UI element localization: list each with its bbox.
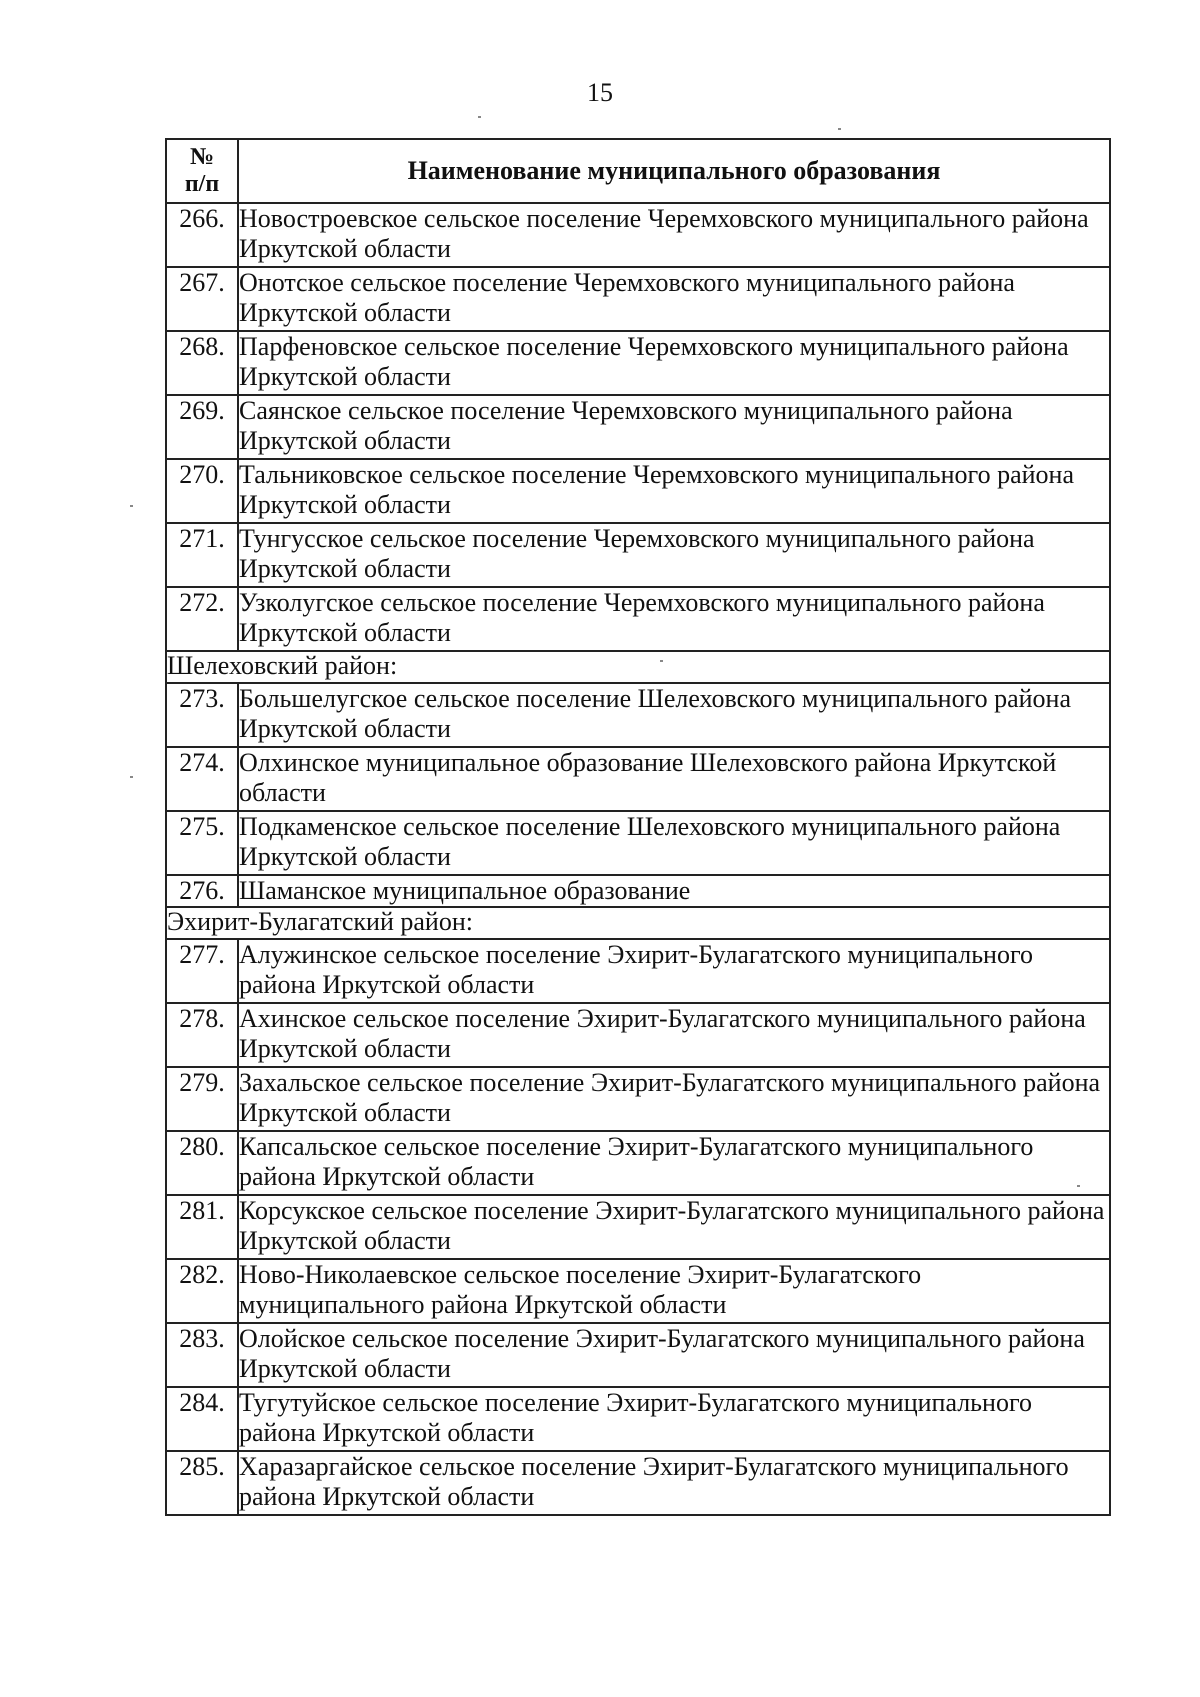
row-number: 283.: [166, 1323, 238, 1387]
table-row: [166, 267, 1110, 331]
municipality-name: Подкаменское сельское поселение Шелеховского муниципального района Иркутской области: [238, 811, 1110, 875]
municipality-name: Захальское сельское поселение Эхирит-Булагатского муниципального района Иркутской области: [238, 1067, 1110, 1131]
municipality-name: Парфеновское сельское поселение Черемховского муниципального района Иркутской области: [238, 331, 1110, 395]
table-row: [166, 331, 1110, 395]
row-number: 276.: [166, 875, 238, 907]
table-row: [166, 1131, 1110, 1195]
row-number: 266.: [166, 203, 238, 267]
municipality-name: Онотское сельское поселение Черемховского муниципального района Иркутской области: [238, 267, 1110, 331]
row-number: 271.: [166, 523, 238, 587]
row-number: 282.: [166, 1259, 238, 1323]
municipality-name: Узколугское сельское поселение Черемховского муниципального района Иркутской области: [238, 587, 1110, 651]
number-header-symbol: №: [189, 144, 215, 170]
table-row: [166, 1195, 1110, 1259]
name-column-header: Наименование муниципального образования: [238, 139, 1110, 203]
municipality-name: Капсальское сельское поселение Эхирит-Булагатского муниципального района Иркутской области: [238, 1131, 1110, 1195]
table-row: [166, 875, 1110, 907]
municipality-name: Саянское сельское поселение Черемховского муниципального района Иркутской области: [238, 395, 1110, 459]
municipality-name: Тунгусское сельское поселение Черемховского муниципального района Иркутской области: [238, 523, 1110, 587]
table-row: [166, 203, 1110, 267]
row-number: 275.: [166, 811, 238, 875]
municipality-name: Алужинское сельское поселение Эхирит-Булагатского муниципального района Иркутской области: [238, 939, 1110, 1003]
municipality-name: Ахинское сельское поселение Эхирит-Булагатского муниципального района Иркутской области: [238, 1003, 1110, 1067]
table-row: [166, 747, 1110, 811]
table-row: [166, 1323, 1110, 1387]
municipality-name: Ново-Николаевское сельское поселение Эхирит-Булагатского муниципального района Иркутской области: [238, 1259, 1110, 1323]
table-row: [166, 523, 1110, 587]
row-number: 272.: [166, 587, 238, 651]
row-number: 267.: [166, 267, 238, 331]
table-row: [166, 683, 1110, 747]
municipality-name: Олойское сельское поселение Эхирит-Булагатского муниципального района Иркутской области: [238, 1323, 1110, 1387]
municipalities-table: [165, 138, 1111, 1516]
row-number: 279.: [166, 1067, 238, 1131]
row-number: 277.: [166, 939, 238, 1003]
table-row: [166, 1003, 1110, 1067]
page-number: 15: [587, 78, 613, 107]
table-row: [166, 587, 1110, 651]
section-label: Эхирит-Булагатский район:: [166, 907, 1110, 939]
table-row: [166, 1387, 1110, 1451]
table-row: [166, 939, 1110, 1003]
scan-speck: [838, 128, 841, 130]
scan-speck: [130, 776, 133, 778]
row-number: 274.: [166, 747, 238, 811]
table-row: [166, 1451, 1110, 1515]
table-row: [166, 395, 1110, 459]
section-label: Шелеховский район:: [166, 651, 1110, 683]
table-row: [166, 1067, 1110, 1131]
scan-speck: [130, 505, 133, 507]
table-row: [166, 811, 1110, 875]
row-number: 270.: [166, 459, 238, 523]
municipality-name: Большелугское сельское поселение Шелеховского муниципального района Иркутской области: [238, 683, 1110, 747]
municipality-name: Корсукское сельское поселение Эхирит-Булагатского муниципального района Иркутской области: [238, 1195, 1110, 1259]
row-number: 269.: [166, 395, 238, 459]
scan-speck: [660, 660, 663, 662]
table-body: [166, 203, 1110, 1515]
row-number: 278.: [166, 1003, 238, 1067]
row-number: 280.: [166, 1131, 238, 1195]
municipality-name: Тугутуйское сельское поселение Эхирит-Булагатского муниципального района Иркутской области: [238, 1387, 1110, 1451]
number-header-abbrev: п/п: [184, 171, 220, 197]
municipality-name: Олхинское муниципальное образование Шелеховского района Иркутской области: [238, 747, 1110, 811]
scan-speck: [478, 116, 481, 118]
table-row: [166, 459, 1110, 523]
section-row: [166, 651, 1110, 683]
row-number: 281.: [166, 1195, 238, 1259]
row-number: 284.: [166, 1387, 238, 1451]
row-number: 268.: [166, 331, 238, 395]
table-header-row: [166, 139, 1110, 203]
scan-speck: [1077, 1185, 1080, 1187]
municipality-name: Харазаргайское сельское поселение Эхирит-Булагатского муниципального района Иркутской области: [238, 1451, 1110, 1515]
row-number: 273.: [166, 683, 238, 747]
row-number: 285.: [166, 1451, 238, 1515]
table-row: [166, 1259, 1110, 1323]
municipality-name: Шаманское муниципальное образование: [238, 875, 1110, 907]
municipality-name: Тальниковское сельское поселение Черемховского муниципального района Иркутской области: [238, 459, 1110, 523]
number-column-header: [166, 139, 238, 203]
section-row: [166, 907, 1110, 939]
municipality-name: Новостроевское сельское поселение Черемховского муниципального района Иркутской области: [238, 203, 1110, 267]
